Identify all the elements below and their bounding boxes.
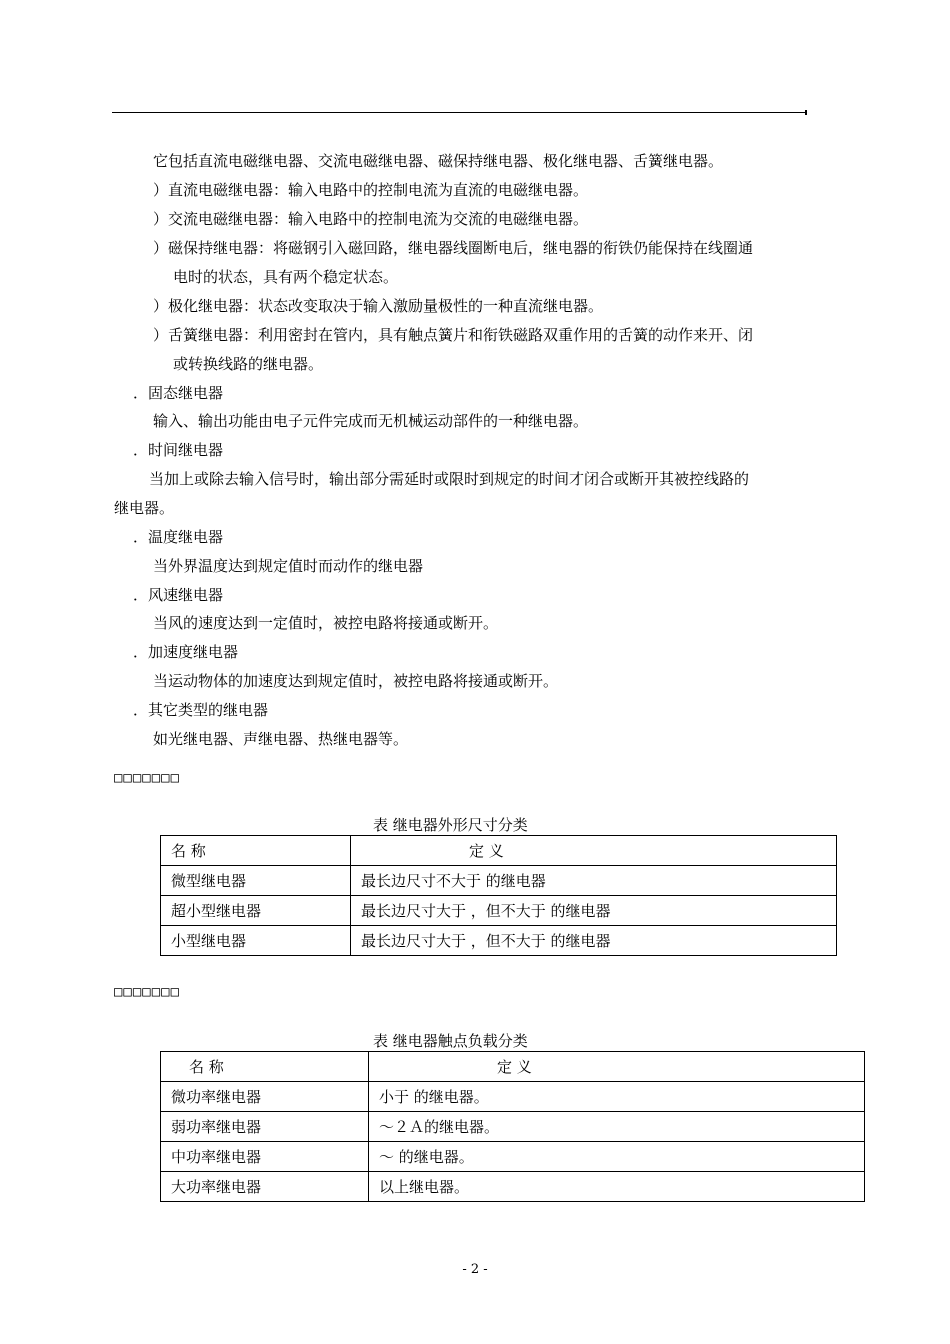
subheading: ．固态继电器 xyxy=(133,384,224,402)
cell-definition: ～２Ａ的继电器。 xyxy=(369,1112,865,1142)
cell-definition: 以上继电器。 xyxy=(369,1172,865,1202)
body-line: 当加上或除去输入信号时，输出部分需延时或限时到规定的时间才闭合或断开其被控线路的 xyxy=(149,470,750,488)
body-line: 当风的速度达到一定值时，被控电路将接通或断开。 xyxy=(153,614,499,632)
header-rule xyxy=(112,112,807,113)
header-cell-definition: 定 义 xyxy=(351,836,837,866)
body-line: 当外界温度达到规定值时而动作的继电器 xyxy=(153,557,424,575)
table-row xyxy=(161,866,837,896)
cell-name: 中功率继电器 xyxy=(161,1142,369,1172)
cell-definition: 小于 的继电器。 xyxy=(369,1082,865,1112)
header-cell-definition: 定 义 xyxy=(369,1052,865,1082)
body-line: 输入、输出功能由电子元件完成而无机械运动部件的一种继电器。 xyxy=(153,412,589,430)
table-header-row xyxy=(161,1052,865,1082)
body-line: 如光继电器、声继电器、热继电器等。 xyxy=(153,730,409,748)
cell-name: 大功率继电器 xyxy=(161,1172,369,1202)
cell-name: 微型继电器 xyxy=(161,866,351,896)
section-heading: □□□□□□□ xyxy=(114,984,181,1000)
subheading: ．其它类型的继电器 xyxy=(133,701,269,719)
table-row xyxy=(161,926,837,956)
body-line: 电时的状态，具有两个稳定状态。 xyxy=(173,268,399,286)
table-row xyxy=(161,1142,865,1172)
body-line: ）磁保持继电器：将磁钢引入磁回路，继电器线圈断电后，继电器的衔铁仍能保持在线圈通 xyxy=(153,239,754,257)
cell-name: 小型继电器 xyxy=(161,926,351,956)
body-line: ）交流电磁继电器：输入电路中的控制电流为交流的电磁继电器。 xyxy=(153,210,589,228)
subheading: ．风速继电器 xyxy=(133,586,224,604)
contact-load-table xyxy=(160,1051,865,1202)
body-line: ）直流电磁继电器：输入电路中的控制电流为直流的电磁继电器。 xyxy=(153,181,589,199)
body-line: 它包括直流电磁继电器、交流电磁继电器、磁保持继电器、极化继电器、舌簧继电器。 xyxy=(153,152,724,170)
body-line: 继电器。 xyxy=(114,499,175,517)
section-heading: □□□□□□□ xyxy=(114,770,181,786)
size-classification-table xyxy=(160,835,837,956)
cell-definition: 最长边尺寸不大于 的继电器 xyxy=(351,866,837,896)
page-number: - 2 - xyxy=(462,1262,488,1277)
subheading: ．加速度继电器 xyxy=(133,643,239,661)
table-row xyxy=(161,896,837,926)
table-caption: 表 继电器外形尺寸分类 xyxy=(373,816,528,834)
cell-definition: 最长边尺寸大于 ，但不大于 的继电器 xyxy=(351,926,837,956)
header-cell-name: 名 称 xyxy=(161,1052,369,1082)
table-caption: 表 继电器触点负载分类 xyxy=(373,1032,528,1050)
table-row xyxy=(161,1112,865,1142)
body-line: 或转换线路的继电器。 xyxy=(173,355,324,373)
table-header-row xyxy=(161,836,837,866)
subheading: ．温度继电器 xyxy=(133,528,224,546)
cell-definition: 最长边尺寸大于 ，但不大于 的继电器 xyxy=(351,896,837,926)
cell-definition: ～ 的继电器。 xyxy=(369,1142,865,1172)
cell-name: 超小型继电器 xyxy=(161,896,351,926)
table-row xyxy=(161,1082,865,1112)
body-line: ）极化继电器：状态改变取决于输入激励量极性的一种直流继电器。 xyxy=(153,297,604,315)
subheading: ．时间继电器 xyxy=(133,441,224,459)
cell-name: 微功率继电器 xyxy=(161,1082,369,1112)
header-rule-tick xyxy=(805,110,807,115)
body-line: 当运动物体的加速度达到规定值时，被控电路将接通或断开。 xyxy=(153,672,559,690)
body-line: ）舌簧继电器：利用密封在管内，具有触点簧片和衔铁磁路双重作用的舌簧的动作来开、闭 xyxy=(153,326,754,344)
table-row xyxy=(161,1172,865,1202)
cell-name: 弱功率继电器 xyxy=(161,1112,369,1142)
header-cell-name: 名 称 xyxy=(161,836,351,866)
